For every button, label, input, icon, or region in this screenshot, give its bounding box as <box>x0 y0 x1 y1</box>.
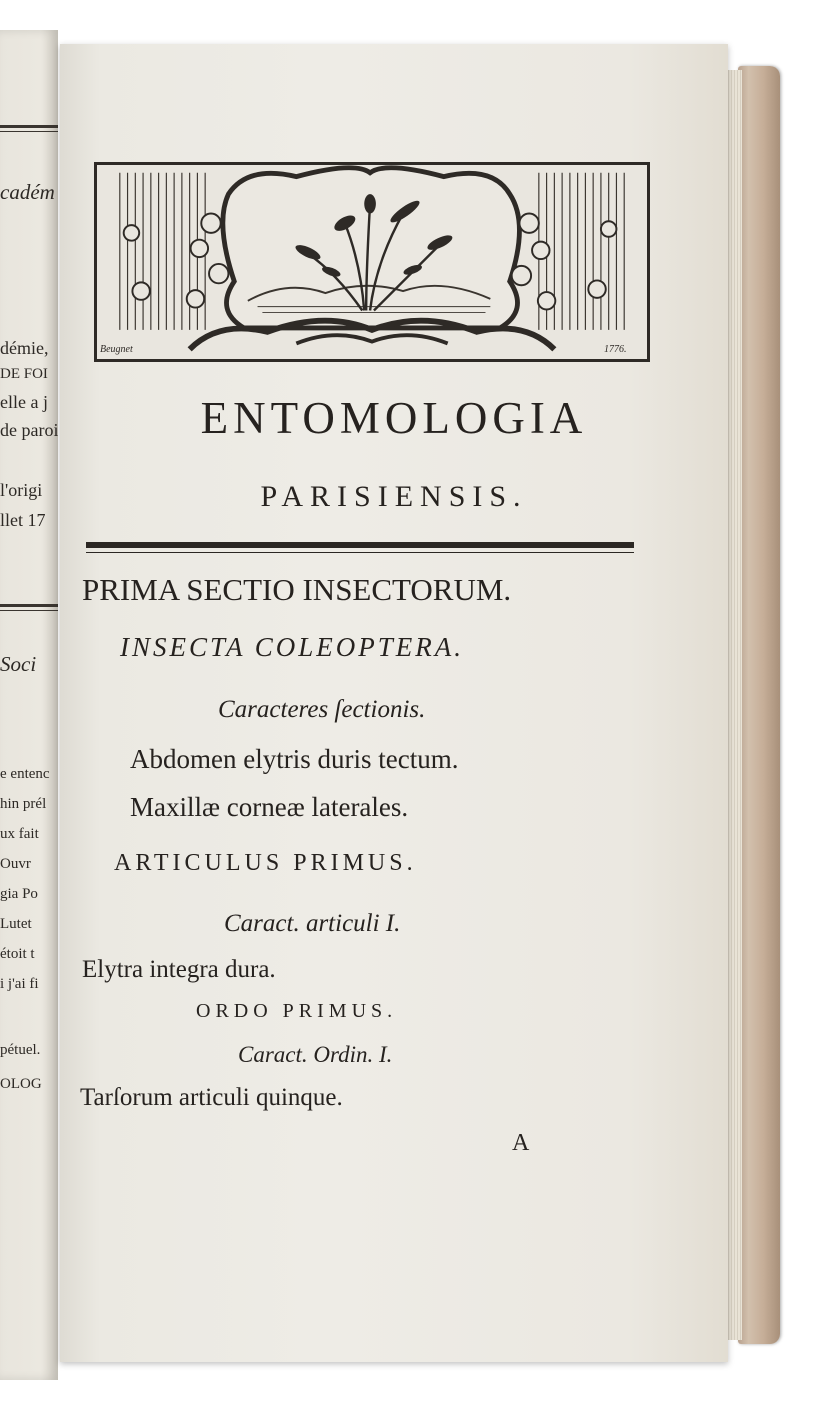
left-page-fragment: de paroi <box>0 420 58 440</box>
double-rule-thin <box>86 552 634 553</box>
engraver-signature: Beugnet <box>100 344 133 355</box>
left-page-fragment: DE FOI <box>0 366 48 382</box>
left-page-fragment: ux fait <box>0 826 39 842</box>
character-line-2: Maxillæ corneæ laterales. <box>130 792 409 822</box>
left-page-fragment: OLOG <box>0 1076 42 1092</box>
left-page-rule <box>0 610 58 611</box>
left-facing-page <box>0 30 58 1380</box>
left-page-rule <box>0 125 58 128</box>
left-page-fragment: e entenc <box>0 766 50 782</box>
left-page-fragment: démie, <box>0 338 49 358</box>
subsection-heading: INSECTA COLEOPTERA. <box>120 632 465 662</box>
characters-heading: Caracteres ſectionis. <box>218 696 426 723</box>
left-page-fragment: i j'ai fi <box>0 976 39 992</box>
character-line-1: Abdomen elytris duris tectum. <box>130 744 459 774</box>
left-page-rule <box>0 604 58 607</box>
engraving-date: 1776. <box>604 344 627 355</box>
order-description: Tarſorum articuli quinque. <box>80 1084 343 1111</box>
left-page-fragment: pétuel. <box>0 1042 41 1058</box>
title-line-1: ENTOMOLOGIA <box>200 393 588 443</box>
left-page-fragment: cadém <box>0 180 55 204</box>
left-page-fragment: l'origi <box>0 480 43 500</box>
title-line-2: PARISIENSIS. <box>260 480 528 513</box>
article-description: Elytra integra dura. <box>82 956 276 983</box>
left-page-fragment: Soci <box>0 652 37 676</box>
order-heading: ORDO PRIMUS. <box>196 1000 398 1022</box>
article-characters: Caract. articuli I. <box>224 910 401 937</box>
book-cover-edge <box>738 66 780 1344</box>
article-heading: ARTICULUS PRIMUS. <box>114 850 417 876</box>
left-page-fragment: hin prél <box>0 796 47 812</box>
order-characters: Caract. Ordin. I. <box>238 1042 393 1067</box>
floral-vignette-icon <box>97 165 647 359</box>
signature-mark: A <box>512 1130 530 1156</box>
left-page-fragment: elle a j <box>0 392 48 412</box>
engraved-headpiece <box>94 162 650 362</box>
left-page-fragment: étoit t <box>0 946 35 962</box>
left-page-fragment: llet 17 <box>0 510 46 530</box>
left-page-fragment: Ouvr <box>0 856 31 872</box>
section-heading: PRIMA SECTIO INSECTORUM. <box>82 572 512 607</box>
left-page-fragment: Lutet <box>0 916 32 932</box>
double-rule <box>86 542 634 548</box>
left-page-fragment: gia Po <box>0 886 38 902</box>
page-stack-edge <box>726 70 742 1340</box>
title-page <box>60 44 728 1362</box>
left-page-rule <box>0 131 58 132</box>
